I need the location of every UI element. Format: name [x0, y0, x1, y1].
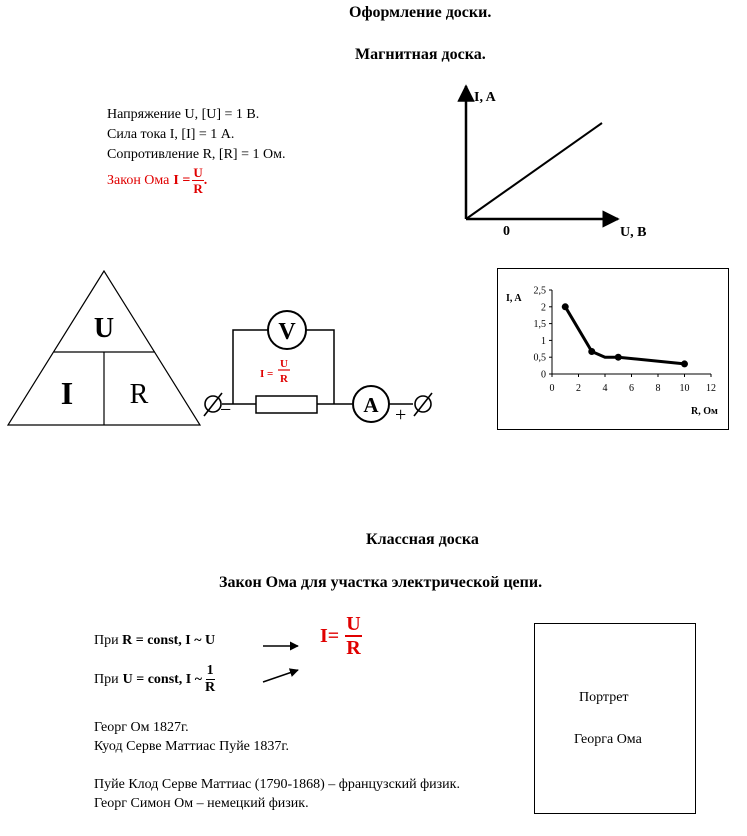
ir-y-label: I, A	[506, 293, 522, 304]
history-ohm: Георг Ом 1827г.	[94, 720, 189, 735]
rule-r-text: R = const, I ~ U	[122, 633, 216, 648]
ohm-law-denominator: R	[193, 181, 203, 196]
ir-y-tick-label: 0,5	[533, 352, 546, 364]
blackboard-subtitle: Закон Ома для участка электрической цепи.	[219, 574, 543, 591]
definition-resistance: Сопротивление R, [R] = 1 Ом.	[107, 147, 286, 162]
ir-x-label: R, Ом	[691, 406, 718, 417]
iu-x-label: U, B	[620, 225, 647, 240]
page-title: Оформление доски.	[349, 4, 492, 21]
portrait-frame	[534, 623, 696, 814]
ir-x-tick-label: 8	[655, 383, 661, 394]
ohm-big-lhs: I=	[320, 624, 340, 647]
triangle-r: R	[129, 379, 149, 410]
ir-y-tick-label: 2	[541, 302, 546, 314]
portrait-label-2: Георга Ома	[574, 732, 642, 747]
rule-r-prefix: При	[94, 633, 119, 648]
ohm-big-fraction	[345, 614, 361, 658]
page-subtitle: Магнитная доска.	[355, 46, 486, 63]
voltmeter-label: V	[278, 319, 296, 345]
ir-x-tick-label: 0	[549, 383, 555, 394]
ir-x-tick-label: 10	[679, 383, 690, 394]
ohm-law-big	[320, 614, 362, 658]
rule-u-text: U = const, I ~	[122, 671, 203, 687]
ohm-law-numerator: U	[193, 165, 203, 180]
ir-y-tick-label: 2,5	[533, 285, 546, 297]
ir-x-tick-label: 2	[576, 383, 581, 394]
rule-u-prefix: При	[94, 671, 119, 687]
portrait-label-1: Портрет	[579, 690, 629, 705]
plus-sign: +	[395, 404, 407, 426]
ohm-big-numerator: U	[346, 613, 361, 635]
ir-x-tick-label: 6	[629, 383, 634, 394]
ohm-law-prefix: Закон Ома	[107, 172, 170, 188]
iu-origin-label: 0	[503, 224, 510, 239]
ammeter-label: A	[363, 393, 379, 417]
bio-pouillet: Пуйе Клод Серве Маттиас (1790-1868) – французский физик.	[94, 777, 460, 792]
ohm-big-denominator: R	[346, 637, 361, 659]
arrow-rule-2	[263, 670, 298, 682]
circuit-formula-den: R	[280, 373, 288, 385]
bio-ohm: Георг Симон Ом – немецкий физик.	[94, 796, 309, 811]
history-pouillet: Куод Серве Маттиас Пуйе 1837г.	[94, 739, 290, 754]
circuit-formula-num: U	[280, 358, 288, 370]
ir-y-tick-label: 1,5	[533, 319, 546, 331]
rule-u-denominator: R	[205, 680, 216, 695]
rule-u-numerator: 1	[206, 663, 214, 678]
ohm-law-end: .	[203, 172, 208, 188]
ohm-law-lhs: I =	[173, 172, 191, 188]
iu-y-label: I, A	[474, 90, 496, 105]
definition-voltage: Напряжение U, [U] = 1 В.	[107, 107, 260, 122]
circuit-formula-lhs: I =	[260, 368, 274, 380]
ir-x-tick-label: 4	[602, 383, 608, 394]
blackboard-title: Классная доска	[366, 531, 479, 548]
minus-sign: −	[220, 399, 232, 421]
triangle-u: U	[93, 313, 115, 344]
definition-current: Сила тока I, [I] = 1 А.	[107, 127, 235, 142]
ir-y-tick-label: 1	[541, 335, 546, 347]
ir-x-tick-label: 12	[706, 383, 716, 394]
triangle-i: I	[60, 375, 74, 411]
ir-y-tick-label: 0	[541, 369, 546, 381]
